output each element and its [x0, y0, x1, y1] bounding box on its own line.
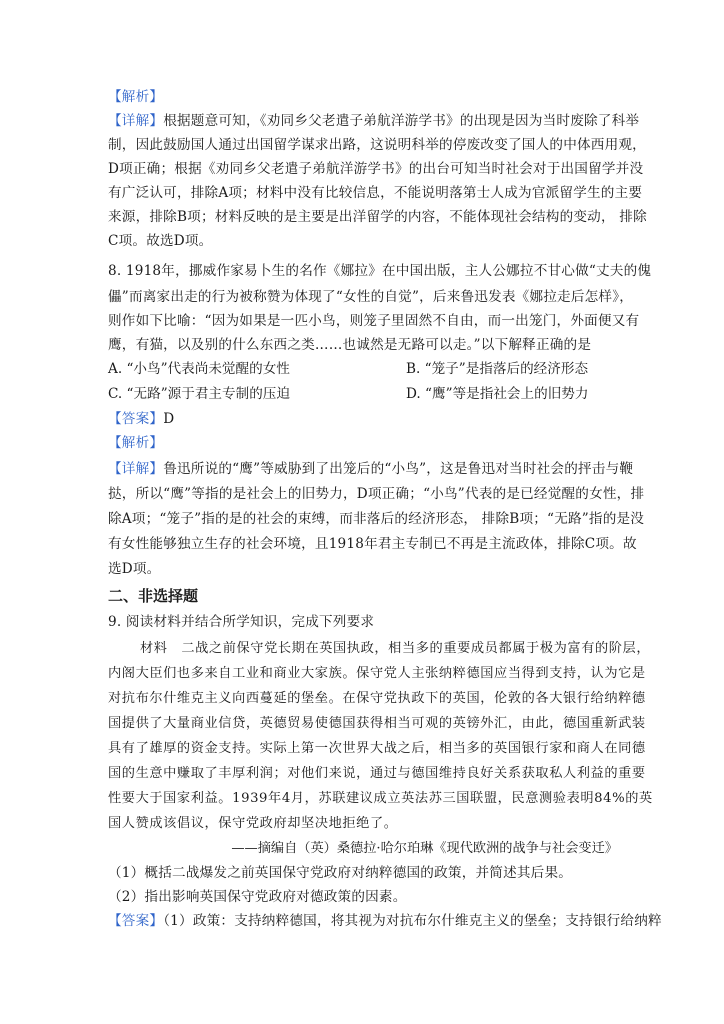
choice-a: A. “小鸟”代表尚未觉醒的女性	[108, 361, 290, 377]
question-8-stem-line: 儡”而离家出走的行为被称赞为体现了“女性的自觉”，后来鲁迅发表《娜拉走后怎样》，	[108, 289, 634, 305]
detail-paragraph-line: 【详解】根据题意可知，《劝同乡父老遣子弟航洋游学书》的出现是因为当时废除了科举	[108, 113, 640, 129]
material-line: 国提供了大量商业信贷，英德贸易使德国获得相当可观的英镑外汇，由此，德国重新武装	[108, 716, 646, 731]
question-9-sub-2: （2）指出影响英国保守党政府对德政策的因素。	[108, 889, 407, 905]
detail-paragraph-line: 选D项。	[108, 561, 161, 577]
analysis-label: 【解析】	[108, 435, 164, 451]
choice-d: D. “鹰”等是指社会上的旧势力	[406, 386, 589, 402]
material-line: 性要大于国家利益。1939年4月，苏联建议成立英法苏三国联盟，民意测验表明84%的英	[108, 791, 653, 806]
question-8-stem-line: 8. 1918年，挪威作家易卜生的名作《娜拉》在中国出版，主人公娜拉不甘心做“丈夫的傀	[108, 263, 652, 279]
detail-paragraph-line: 有广泛认可，排除A项；材料中没有比较信息，不能说明落第士人成为官派留学生的主要	[108, 185, 643, 201]
material-line: 具有了雄厚的资金支持。实际上第一次世界大战之后，相当多的英国银行家和商人在同德	[108, 741, 646, 756]
answer-value: D	[163, 411, 175, 427]
material-line: 对抗布尔什维克主义向西蔓延的堡垒。在保守党执政下的英国，伦敦的各大银行给纳粹德	[108, 691, 646, 706]
material-line: 国人赞成该倡议，保守党政府却坚决地拒绝了。	[108, 816, 398, 831]
question-8-stem-line: 鹰，有猫，以及别的什么东西之类……也诚然是无路可以走。”以下解释正确的是	[108, 337, 592, 353]
answer-line: 【答案】（1）政策：支持纳粹德国，将其视为对抗布尔什维克主义的堡垒；支持银行给纳粹	[108, 913, 662, 929]
answer-line: 【答案】D	[108, 411, 175, 427]
detail-paragraph-line: 制，因此鼓励国人通过出国留学谋求出路，这说明科举的停废改变了国人的中体西用观，	[108, 137, 646, 153]
material-line: 材料 二战之前保守党长期在英国执政，相当多的重要成员都属于极为富有的阶层，	[140, 641, 651, 656]
material-line: 国的生意中赚取了丰厚利润；对他们来说，通过与德国维持良好关系获取私人利益的重要	[108, 766, 646, 781]
section-heading: 二、非选择题	[108, 587, 199, 605]
detail-paragraph-line: 有女性能够独立生存的社会环境，且1918年君主专制已不再是主流政体，排除C项。故	[108, 536, 637, 552]
material-source: ——摘编自（英）桑德拉·哈尔珀琳《现代欧洲的战争与社会变迁》	[231, 841, 618, 856]
detail-paragraph-line: 来源，排除B项；材料反映的是主要是出洋留学的内容，不能体现社会结构的变动， 排除	[108, 209, 647, 225]
detail-paragraph-line: 挞，所以“鹰”等指的是社会上的旧势力，D项正确；“小鸟”代表的是已经觉醒的女性，排	[108, 486, 645, 502]
material-line: 内阁大臣们也多来自工业和商业大家族。保守党人主张纳粹德国应当得到支持，认为它是	[108, 666, 646, 681]
question-8-stem-line: 则作如下比喻：“因为如果是一匹小鸟，则笼子里固然不自由，而一出笼门，外面便又有	[108, 313, 640, 329]
question-9-sub-1: （1）概括二战爆发之前英国保守党政府对纳粹德国的政策，并简述其后果。	[108, 865, 573, 881]
detail-paragraph-line: C项。故选D项。	[108, 233, 213, 249]
detail-paragraph-line: 除A项；“笼子”指的是的社会的束缚，而非落后的经济形态， 排除B项；“无路”指的是没	[108, 511, 645, 527]
choice-b: B. “笼子”是指落后的经济形态	[406, 361, 589, 377]
analysis-label: 【解析】	[108, 89, 164, 105]
detail-paragraph-line: 【详解】鲁迅所说的“鹰”等威胁到了出笼后的“小鸟”，这是鲁迅对当时社会的抨击与鞭	[108, 461, 634, 477]
question-9-stem: 9. 阅读材料并结合所学知识，完成下列要求	[108, 614, 375, 630]
choice-c: C. “无路”源于君主专制的压迫	[108, 386, 290, 402]
detail-paragraph-line: D项正确；根据《劝同乡父老遣子弟航洋游学书》的出台可知当时社会对于出国留学并没	[108, 161, 644, 177]
